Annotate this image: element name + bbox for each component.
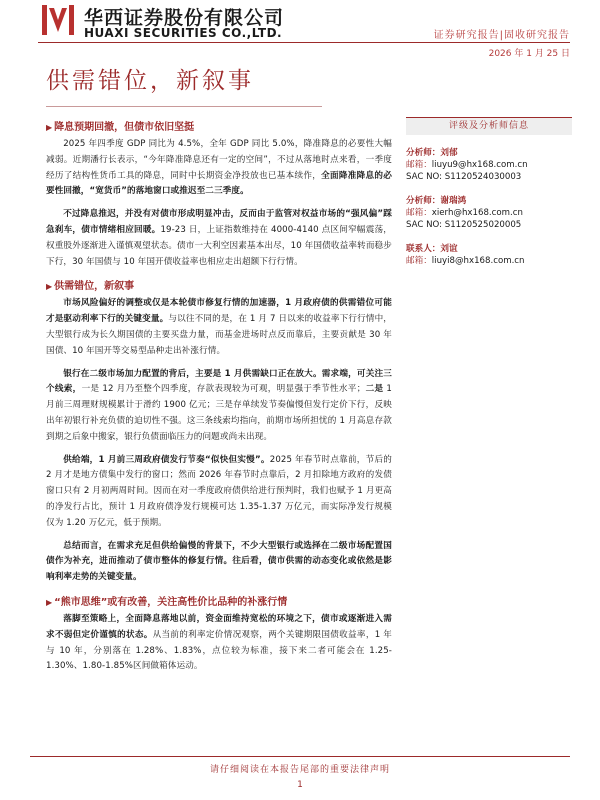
legal-notice: 请仔细阅读在本报告尾部的重要法律声明	[209, 765, 390, 775]
paragraph	[46, 296, 392, 359]
analyst-email-line	[406, 207, 572, 219]
body-text: 与以往不同的是，在 1 月 7 日以来的收益率下行行情中，大型银行成为长久期国债的主要买盘力量，而基金进场时点反而靠后，主要贡献是 30 年国债、10 年国开等交易型品种走出补涨行情。	[46, 314, 393, 356]
bold-text: 落脚至策略上，全面降息落地以前，资金面维持宽松的环境之下，债市或逐渐进入需求不弱但定价谨慎的状态。	[46, 613, 392, 640]
body-text: 1 月前三周理财规模累计于滑约 1900 亿元；三是存单续发节奏偏慢但发行定价下行，反映出年初银行补充负债的迫切性不强。这三条线索均指向，前期市场所担忧的 1 月高息存款到期之后象中搬家，银行负债面临压力的问题或尚未出现。	[46, 384, 392, 442]
bold-text: 全面降准降息的必要性回撤，“宽货币”的落地窗口或推迟至二三季度。	[46, 170, 392, 197]
company-name-en: HUAXI SECURITIES CO.,LTD.	[84, 26, 283, 40]
analyst-sac-number: SAC NO: S1120524030003	[406, 172, 522, 182]
email-label: 邮箱：	[406, 208, 432, 218]
analyst-email[interactable]: xierh@hx168.com.cn	[431, 208, 523, 218]
paragraph	[46, 612, 392, 675]
report-date: 2026 年 1 月 25 日	[488, 49, 570, 59]
sidebar-heading: 评级及分析师信息	[406, 117, 572, 135]
analyst-email-line	[406, 255, 572, 267]
bold-text: 总结而言，在需求充足但供给偏慢的背景下，不少大型银行或选择在二级市场配置国债作为补充，进而推动了债市整体的修复行情。往后看，债市供需的动态变化或依然是影响利率走势的关键变量。	[46, 540, 392, 583]
section-heading-text: 供需错位，新叙事	[54, 281, 135, 293]
analyst-email-line	[406, 159, 572, 171]
footer-divider	[30, 756, 570, 757]
paragraph	[46, 539, 392, 586]
bold-text: 不过降息推迟，并没有对债市形成明显冲击，反而由于监管对权益市场的“强风偏”踩急刹车，债市情绪相应回暖。	[46, 209, 392, 235]
analyst-name: 联系人：刘谊	[406, 244, 458, 254]
email-label: 邮箱：	[406, 160, 432, 170]
bold-text: 市场风险偏好的调整或仅是本轮债市修复行情的加速器，1 月政府债的供需错位可能才是驱动利率下行的关键变量。	[46, 298, 392, 325]
paragraph	[46, 207, 392, 270]
triangle-bullet-icon: ▶	[46, 123, 53, 132]
body-text: 一是 12 月乃至整个四季度，存款表现较为可观，明显强于季节性水平；	[81, 384, 366, 395]
triangle-bullet-icon: ▶	[46, 282, 53, 292]
report-title: 供需错位，新叙事	[46, 68, 254, 94]
section-heading	[46, 593, 392, 608]
section-heading	[46, 118, 392, 133]
report-body	[46, 118, 392, 682]
huaxi-logo-icon	[38, 2, 78, 38]
analyst-entry	[406, 195, 572, 231]
bold-text: 银行在二级市场加力配置的背后，主要是 1 月供需缺口正在放大。需求端，可关注三个线索，	[46, 368, 392, 395]
bold-text: 供给端，1 月前三周政府债发行节奏“似快但实慢”。	[63, 454, 270, 465]
report-type: 证券研究报告|固收研究报告	[433, 30, 570, 41]
analyst-sac-number: SAC NO: S1120525020005	[406, 220, 522, 230]
paragraph	[46, 367, 392, 446]
body-text: 19-23 日，上证指数维持在 4000-4140 点区间窄幅震荡，权重股外逐渐进入谨慎观望状态。债市一大利空因素基本出尽，10 年国债收益率转而稳步下行，30 年国债与 10 年国开债收益率也相应走出超额下行行情。	[46, 224, 392, 267]
bold-text: 二是	[365, 384, 384, 395]
paragraph	[46, 453, 392, 532]
body-text: 2025 年春节时点靠前，节后的 2 月才是地方债集中发行的窗口；然而 2026 年春节时点靠后，2 月扣除地方政府的发债窗口只有 2 月初两周时间。因而在对一季度政府债供给进行预判时，我们也赋予 1 月更高的净发行占比，预计 1 月政府债净发行规模可达 1.35-1.37 万亿元，而实际净发行规模仅为 1.20 万亿元，低于预期。	[46, 454, 393, 528]
page-number: 1	[297, 780, 303, 790]
analyst-name: 分析师：谢瑞鸿	[406, 196, 467, 206]
triangle-bullet-icon: ▶	[46, 597, 53, 607]
section-heading-text: 降息预期回撤，但债市依旧坚挺	[54, 122, 195, 133]
analyst-name: 分析师：刘郁	[406, 148, 458, 158]
body-text: 从当前的利率定价情况观察，两个关键期限国债收益率，1 年与 10 年，分别落在 1.28%、1.83%，点位较为标准，接下来二者可能会在 1.25-1.30%、1.80-1.85%区间做箱体运动。	[46, 629, 392, 672]
company-name-cn: 华西证券股份有限公司	[84, 7, 285, 29]
analyst-sidebar	[406, 117, 572, 267]
body-text: 2025 年四季度 GDP 同比为 4.5%，全年 GDP 同比 5.0%，降准降息的必要性大幅减弱。近期潘行长表示，“今年降准降息还有一定的空间”，不过从落地时点来看，一季度经历了结构性货币工具的降息，同时中长期资金净投放也已基本续作，	[46, 139, 392, 181]
analyst-entry	[406, 147, 572, 183]
section-heading	[46, 277, 392, 292]
title-divider	[46, 106, 322, 107]
analyst-email[interactable]: liuyu9@hx168.com.cn	[431, 160, 528, 170]
analyst-list	[406, 147, 572, 267]
paragraph	[46, 137, 392, 200]
email-label: 邮箱：	[406, 256, 432, 266]
analyst-entry	[406, 243, 572, 267]
section-heading-text: “熊市思维”或有改善，关注高性价比品种的补涨行情	[54, 596, 288, 608]
header-divider	[38, 42, 570, 43]
analyst-email[interactable]: liuyi8@hx168.com.cn	[431, 256, 525, 266]
